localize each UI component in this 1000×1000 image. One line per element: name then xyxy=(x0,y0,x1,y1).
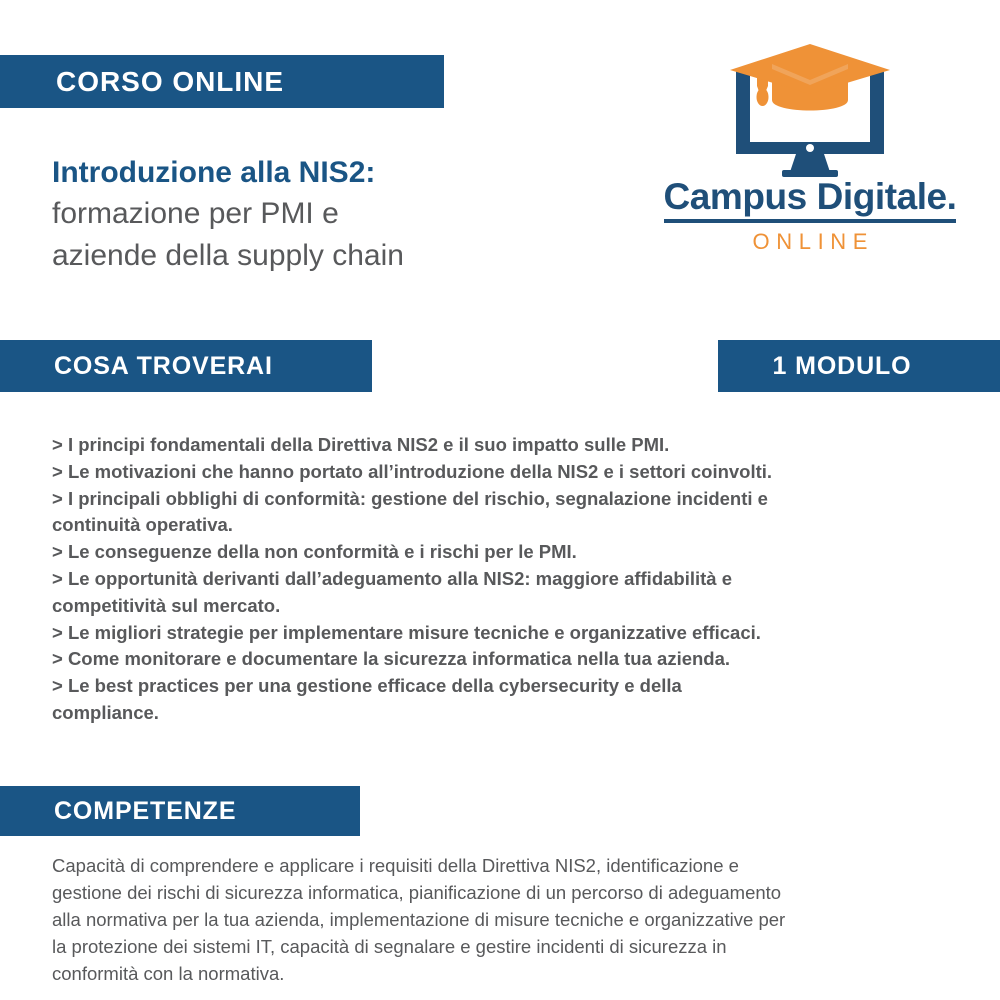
section-header-competenze xyxy=(0,786,360,836)
corso-online-label: CORSO ONLINE xyxy=(56,65,284,97)
competenze-label: COMPETENZE xyxy=(54,796,237,825)
page-title-highlight: Introduzione alla NIS2: xyxy=(52,156,376,189)
list-item: > Le migliori strategie per implementare misure tecniche e organizzative efficaci. xyxy=(52,621,761,643)
section-header-cosa-troverai xyxy=(0,340,372,392)
brand-wordmark xyxy=(650,176,970,258)
paragraph-line: la protezione dei sistemi IT, capacità di segnalare e gestire incidenti di sicurezza in xyxy=(52,936,727,957)
competenze-paragraph xyxy=(52,852,984,987)
brand-logo xyxy=(650,42,970,252)
brand-wordmark-main: Campus Digitale. xyxy=(663,176,957,217)
list-item-continuation: compliance. xyxy=(52,701,159,723)
brand-wordmark-sub: ONLINE xyxy=(752,229,875,254)
corso-online-badge xyxy=(0,55,444,108)
cosa-troverai-list xyxy=(52,432,984,727)
list-item: > I principi fondamentali della Direttiva NIS2 e il suo impatto sulle PMI. xyxy=(52,434,670,455)
paragraph-line: conformità con la normativa. xyxy=(52,963,285,984)
brand-wordmark-rule xyxy=(664,219,956,223)
page-title-line-3: aziende della supply chain xyxy=(52,239,404,272)
paragraph-line: Capacità di comprendere e applicare i requisiti della Direttiva NIS2, identificazione e xyxy=(52,855,739,876)
list-item: > Come monitorare e documentare la sicurezza informatica nella tua azienda. xyxy=(52,648,731,670)
module-count-badge xyxy=(718,340,1000,392)
module-count-label: 1 MODULO xyxy=(772,351,912,380)
cosa-troverai-label: COSA TROVERAI xyxy=(54,351,273,380)
list-item: > I principali obblighi di conformità: gestione del rischio, segnalazione incidenti e xyxy=(52,487,768,509)
list-item-continuation: continuità operativa. xyxy=(52,514,233,536)
list-item: > Le conseguenze della non conformità e i rischi per le PMI. xyxy=(52,541,577,563)
list-item: > Le best practices per una gestione efficace della cybersecurity e della xyxy=(52,675,682,697)
list-item-continuation: competitività sul mercato. xyxy=(52,594,281,616)
list-item: > Le opportunità derivanti dall’adeguamento alla NIS2: maggiore affidabilità e xyxy=(52,567,733,589)
list-item: > Le motivazioni che hanno portato all’introduzione della NIS2 e i settori coinvolti. xyxy=(52,460,773,482)
page-title xyxy=(52,152,612,277)
page-title-line-2: formazione per PMI e xyxy=(52,197,339,230)
paragraph-line: alla normativa per la tua azienda, implementazione di misure tecniche e organizzative per xyxy=(52,909,786,930)
monitor-graduation-cap-icon xyxy=(710,42,910,177)
paragraph-line: gestione dei rischi di sicurezza informatica, pianificazione di un percorso di adeguamento xyxy=(52,882,782,903)
